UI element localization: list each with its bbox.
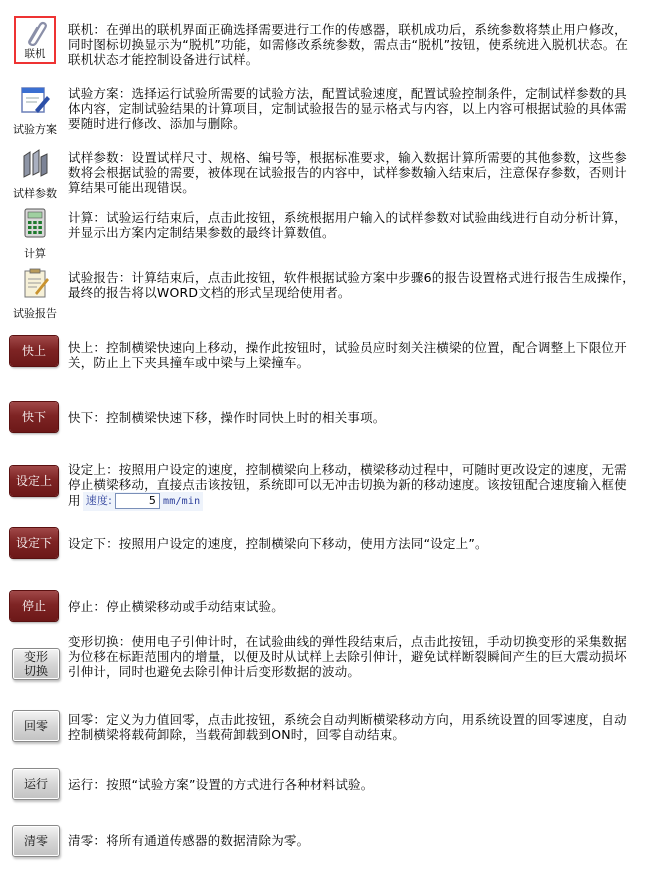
test-plan-label: 试验方案 — [13, 123, 57, 136]
fast-down-description: 快下：控制横梁快速下移，操作时同快上时的相关事项。 — [68, 410, 386, 425]
online-description: 联机：在弹出的联机界面正确选择需要进行工作的传感器，联机成功后，系统参数将禁止用户修改，同时图标切换显示为“脱机”功能，如需修改系统参数，需点击“脱机”按钮，使系统进入脱机状态。在联机状态才能控制设备进行试样。 — [68, 22, 629, 67]
deformation-switch-label-line1: 变形 — [23, 650, 48, 664]
set-down-button[interactable]: 设定下 — [10, 528, 58, 558]
report-icon — [19, 268, 51, 298]
return-zero-row — [0, 710, 646, 746]
clear-button[interactable]: 清零 — [12, 825, 60, 857]
fast-down-row — [0, 402, 646, 438]
deformation-switch-label-line2: 切换 — [23, 664, 48, 678]
return-zero-button[interactable]: 回零 — [12, 710, 60, 742]
stop-description: 停止：停止横梁移动或手动结束试验。 — [68, 599, 284, 614]
run-button[interactable]: 运行 — [12, 768, 60, 800]
run-row — [0, 768, 646, 804]
test-plan-row — [0, 82, 646, 134]
speed-input[interactable]: 5 — [115, 493, 160, 509]
test-plan-description: 试验方案：选择运行试验所需要的试验方法，配置试验速度，配置试验控制条件，定制试样参数的具体内容，定制试验结果的计算项目，定制试验报告的显示格式与内容，以上内容可根据试验的具体需要随时进行修改、添加与删除。 — [68, 86, 627, 131]
speed-input-widget — [83, 492, 204, 511]
test-report-description: 试验报告：计算结束后，点击此按钮，软件根据试验方案中步骤6的报告设置格式进行报告生成操作，最终的报告将以WORD文档的形式呈现给使用者。 — [68, 270, 635, 300]
set-up-description — [68, 462, 636, 511]
set-down-description: 设定下：按照用户设定的速度，控制横梁向下移动，使用方法同“设定上”。 — [68, 536, 488, 551]
deformation-switch-button[interactable] — [12, 648, 60, 680]
fast-up-description: 快上：控制横梁快速向上移动，操作此按钮时，试验员应时刻关注横梁的位置，配合调整上下限位开关，防止上下夹具撞车或中梁与上梁撞车。 — [68, 340, 627, 370]
deformation-switch-row — [0, 634, 646, 694]
specimen-params-button[interactable] — [10, 146, 60, 200]
stop-row — [0, 591, 646, 627]
set-down-row — [0, 528, 646, 564]
set-up-row — [0, 462, 646, 510]
set-up-text: 设定上：按照用户设定的速度，控制横梁向上移动，横梁移动过程中，可随时更改设定的速度，无需停止横梁移动，直接点击该按钮，系统即可以无冲击切换为新的移动速度。该按钮配合速度输入框使用 — [68, 462, 627, 508]
stop-button[interactable]: 停止 — [10, 591, 58, 621]
test-plan-button[interactable] — [10, 82, 60, 136]
calculate-row — [0, 206, 646, 258]
specimen-params-description: 试样参数：设置试样尺寸、规格、编号等，根据标准要求，输入数据计算所需要的其他参数，这些参数将会根据试验的需要，被体现在试验报告的内容中，试样参数输入结束后，注意保存参数，否则计算结果可能出现错误。 — [68, 150, 627, 195]
online-label: 联机 — [24, 48, 46, 60]
specimen-params-row — [0, 146, 646, 198]
fast-up-button[interactable]: 快上 — [10, 336, 58, 366]
set-up-button[interactable]: 设定上 — [10, 466, 58, 496]
fast-up-row — [0, 336, 646, 372]
test-report-button[interactable] — [10, 266, 60, 320]
online-row — [0, 16, 646, 66]
run-description: 运行：按照“试验方案”设置的方式进行各种材料试验。 — [68, 777, 374, 792]
paperclip-icon — [21, 20, 49, 46]
speed-unit: mm/min — [163, 496, 201, 507]
calculator-icon — [19, 208, 51, 238]
edit-document-icon — [19, 84, 51, 114]
test-report-label: 试验报告 — [13, 307, 57, 320]
online-button[interactable] — [14, 16, 56, 64]
calculate-description: 计算：试验运行结束后，点击此按钮，系统根据用户输入的试样参数对试验曲线进行自动分析计算，并显示出方案内定制结果参数的最终计算数值。 — [68, 210, 627, 240]
calculate-label: 计算 — [24, 247, 46, 260]
calculate-button[interactable] — [10, 206, 60, 260]
specimen-params-label: 试样参数 — [13, 187, 57, 200]
return-zero-description: 回零：定义为力值回零，点击此按钮，系统会自动判断横梁移动方向，用系统设置的回零速度，自动控制横梁将载荷卸除，当载荷卸载到ON时，回零自动结束。 — [68, 712, 627, 742]
clear-row — [0, 825, 646, 861]
fast-down-button[interactable]: 快下 — [10, 402, 58, 432]
test-report-row — [0, 266, 646, 318]
specimen-icon — [19, 148, 51, 178]
deformation-switch-description: 变形切换：使用电子引伸计时，在试验曲线的弹性段结束后，点击此按钮，手动切换变形的采集数据为位移在标距范围内的增量，以便及时从试样上去除引伸计，避免试样断裂瞬间产生的巨大震动损坏引伸计，同时也避免去除引伸计后变形数据的波动。 — [68, 634, 627, 679]
clear-description: 清零：将所有通道传感器的数据清除为零。 — [68, 833, 310, 848]
speed-label: 速度: — [85, 494, 113, 507]
